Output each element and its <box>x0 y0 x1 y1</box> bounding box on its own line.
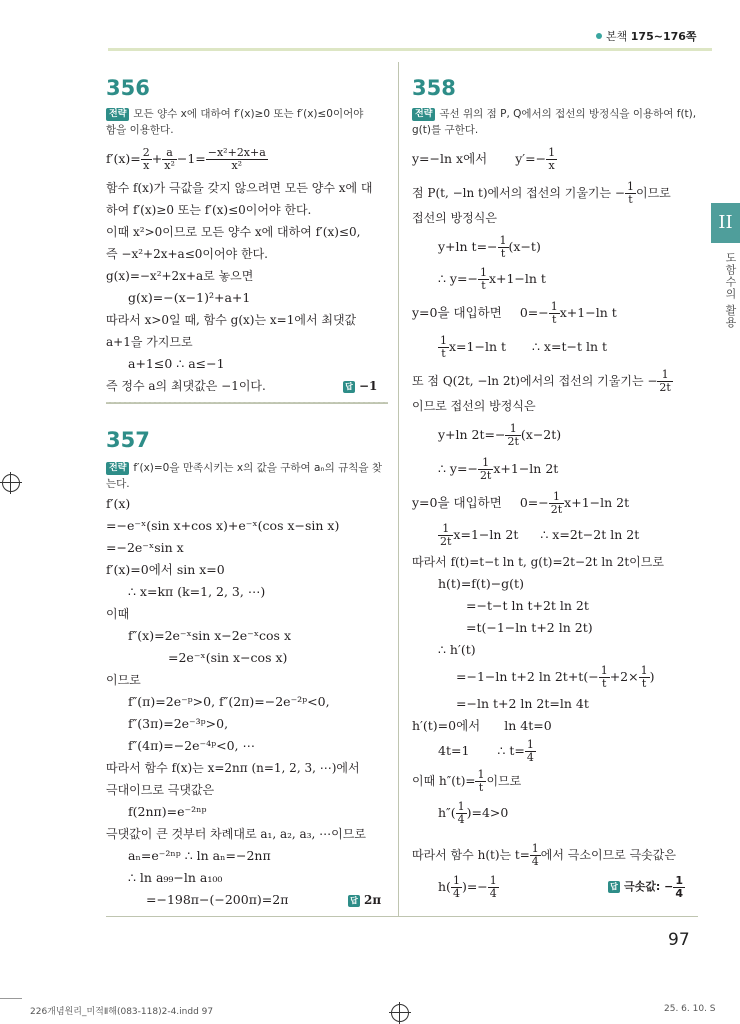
eq-text: −1= <box>176 151 206 166</box>
equation-line: =−ln t+2 ln 2t=ln 4t <box>456 696 589 711</box>
answer <box>348 892 381 908</box>
eq-text: 4t=1 <box>438 743 470 758</box>
equation-line <box>412 300 617 326</box>
eq-text: ln 4t=0 <box>504 718 552 733</box>
text-line <box>412 842 676 868</box>
header-rule <box>108 48 712 51</box>
eq-text: 에서 극소이므로 극솟값은 <box>540 848 676 862</box>
answer-value: −1 <box>359 379 378 393</box>
registration-mark-icon <box>2 474 20 492</box>
numerator: 1 <box>438 523 453 536</box>
text-line: 이때 <box>106 607 130 621</box>
denominator: 4 <box>531 855 539 868</box>
equation-line: ∴ h′(t) <box>438 642 476 657</box>
equation-line: =−198π−(−200π)=2π <box>146 892 289 907</box>
fraction <box>438 335 449 360</box>
denominator: x <box>143 159 150 172</box>
numerator: 1 <box>640 664 648 677</box>
denominator: t <box>500 247 506 260</box>
column-divider <box>398 62 399 917</box>
eq-text: 0=− <box>519 305 549 320</box>
numerator: 1 <box>526 738 534 751</box>
fraction <box>599 665 610 690</box>
text-line: 하여 f′(x)≥0 또는 f′(x)≤0이어야 한다. <box>106 203 312 217</box>
fraction <box>549 491 564 516</box>
denominator: 2t <box>440 535 452 548</box>
numerator: 1 <box>477 768 485 781</box>
equation-line <box>438 456 558 482</box>
equation-line: f″(3π)=2e⁻³ᵖ>0, <box>128 716 229 731</box>
eq-text: x=1−ln 2t <box>453 527 519 542</box>
text-line <box>412 180 671 206</box>
denominator: 2t <box>659 381 671 394</box>
answer-value: 극솟값: − <box>624 880 674 893</box>
answer <box>608 874 685 900</box>
equation-line: f(2nπ)=e⁻²ⁿᵖ <box>128 804 207 819</box>
eq-text: ∴ t= <box>497 743 525 758</box>
eq-text: y=0을 대입하면 <box>412 495 502 510</box>
text-line: 이므로 접선의 방정식은 <box>412 399 536 413</box>
strategy-line: 함을 이용한다. <box>106 124 174 136</box>
equation-line <box>438 266 546 292</box>
text-line: g(x)=−x²+2x+a로 놓으면 <box>106 269 254 283</box>
text-line: 이때 x²>0이므로 모든 양수 x에 대하여 f′(x)≤0, <box>106 225 361 239</box>
eq-text: + <box>151 151 163 166</box>
equation-line: ∴ ln a₉₉−ln a₁₀₀ <box>128 870 223 885</box>
numerator: 1 <box>489 874 497 887</box>
eq-text: y+ln t=− <box>438 239 498 254</box>
denominator: 2t <box>550 503 563 516</box>
registration-mark-icon <box>391 1004 409 1022</box>
numerator: 1 <box>549 491 564 504</box>
fraction <box>505 423 520 448</box>
text-line: 이므로 <box>106 673 141 687</box>
numerator: 1 <box>531 842 539 855</box>
equation-line <box>438 800 508 826</box>
equation-line: f′(x) <box>106 496 131 511</box>
fraction <box>206 147 268 172</box>
chapter-label: 도함수의 활용 <box>724 252 737 329</box>
numerator: 1 <box>452 874 460 887</box>
numerator: −x²+2x+a <box>207 146 266 159</box>
equation-line: =−t−t ln t+2t ln 2t <box>466 598 589 613</box>
equation-line <box>438 738 536 764</box>
ref-pages: 175∼176쪽 <box>630 30 697 43</box>
strategy-line <box>106 106 363 122</box>
page-number: 97 <box>668 930 690 950</box>
text-line: 접선의 방정식은 <box>412 211 497 225</box>
numerator: 1 <box>478 457 493 470</box>
eq-text: y+ln 2t=− <box>438 427 506 442</box>
answer-tag: 답 <box>343 381 355 393</box>
equation-line <box>438 234 541 260</box>
text-line <box>412 768 521 794</box>
bullet-icon <box>596 33 602 39</box>
equation-line: f″(4π)=−2e⁻⁴ᵖ<0, ⋯ <box>128 738 255 753</box>
denominator: 4 <box>457 813 465 826</box>
eq-text: y′=− <box>515 151 547 166</box>
strategy-tag: 전략 <box>106 108 129 121</box>
numerator: 1 <box>440 334 447 347</box>
answer-value: 2π <box>364 893 382 907</box>
denominator: x <box>548 159 555 172</box>
strategy-text: 모든 양수 x에 대하여 f′(x)≥0 또는 f′(x)≤0이어야 <box>133 108 364 120</box>
fraction <box>456 801 467 826</box>
denominator: t <box>601 677 607 690</box>
strategy-line <box>106 460 382 476</box>
text-line: 즉 정수 a의 최댓값은 −1이다. <box>106 379 266 393</box>
eq-text: (x−2t) <box>520 427 562 442</box>
answer <box>343 378 377 394</box>
numerator: 1 <box>550 300 558 313</box>
eq-text: =−1−ln t+2 ln 2t+t <box>456 669 584 684</box>
equation-line: g(x)=−(x−1)²+a+1 <box>128 290 251 305</box>
equation-line: =−e⁻ˣ(sin x+cos x)+e⁻ˣ(cos x−sin x) <box>106 518 340 533</box>
text-line: 즉 −x²+2x+a≤0이어야 한다. <box>106 247 268 261</box>
numerator: 1 <box>657 369 672 382</box>
equation-line <box>438 422 561 448</box>
strategy-text: 곡선 위의 점 P, Q에서의 접선의 방정식을 이용하여 f(t), <box>439 108 697 120</box>
equation-line: =−2e⁻ˣsin x <box>106 540 184 555</box>
eq-text: ∴ x=t−t ln t <box>532 339 607 354</box>
denominator: 4 <box>526 751 534 764</box>
eq-text: ∴ x=2t−2t ln 2t <box>540 527 640 542</box>
denominator: 4 <box>489 887 497 900</box>
text-line: 따라서 x>0일 때, 함수 g(x)는 x=1에서 최댓값 <box>106 313 357 327</box>
answer-tag: 답 <box>608 881 620 893</box>
eq-text: h′(t)=0에서 <box>412 718 481 733</box>
denominator: t <box>552 313 557 326</box>
denominator: 4 <box>452 887 460 900</box>
eq-text: y=−ln x에서 <box>412 151 488 166</box>
bottom-rule-left <box>106 916 398 917</box>
numerator: 1 <box>548 146 556 159</box>
equation-line <box>412 718 552 734</box>
equation-line: =t(−1−ln t+2 ln 2t) <box>466 620 593 635</box>
text-line: 극대이므로 극댓값은 <box>106 783 215 797</box>
footer-date: 25. 6. 10. S <box>664 1004 716 1014</box>
numerator: a <box>162 147 177 160</box>
numerator: 1 <box>505 423 520 436</box>
equation-line: f″(π)=2e⁻ᵖ>0, f″(2π)=−2e⁻²ᵖ<0, <box>128 694 330 709</box>
strategy-tag: 전략 <box>106 462 129 475</box>
fraction <box>451 875 462 900</box>
fraction <box>639 665 650 690</box>
denominator: t <box>628 193 633 206</box>
eq-text: 이므로 <box>486 774 522 788</box>
bottom-rule-right <box>398 916 698 917</box>
eq-text: x+1−ln t <box>488 271 546 286</box>
equation-line: aₙ=e⁻²ⁿᵖ ∴ ln aₙ=−2nπ <box>128 848 271 863</box>
ref-prefix: 본책 <box>606 30 628 43</box>
eq-text: 이므로 <box>635 186 671 200</box>
eq-text: y=0을 대입하면 <box>412 305 502 320</box>
problem-divider <box>106 402 388 404</box>
eq-text: ) <box>649 669 655 684</box>
text-line: 극댓값이 큰 것부터 차례대로 a₁, a₂, a₃, ⋯이므로 <box>106 827 366 841</box>
numerator: 1 <box>600 664 608 677</box>
eq-text: h″( <box>438 805 456 820</box>
text-line: 따라서 f(t)=t−t ln t, g(t)=2t−2t ln 2t이므로 <box>412 555 664 569</box>
numerator: 1 <box>457 800 465 813</box>
equation-line <box>412 146 557 172</box>
eq-text: x=1−ln t <box>449 339 506 354</box>
fraction <box>549 301 560 326</box>
problem-number: 358 <box>412 76 456 100</box>
numerator: 2 <box>142 146 150 159</box>
numerator: 1 <box>499 234 507 247</box>
denominator: t <box>478 781 484 794</box>
problem-number: 357 <box>106 428 150 452</box>
strategy-line <box>412 106 696 122</box>
equation-line <box>106 144 268 174</box>
denominator: 2t <box>507 435 519 448</box>
fraction <box>546 147 557 172</box>
answer-tag: 답 <box>348 895 360 907</box>
eq-text: )=4>0 <box>466 805 509 820</box>
fraction <box>525 739 536 764</box>
fraction <box>478 457 493 482</box>
eq-text: 따라서 함수 h(t)는 t= <box>412 848 530 862</box>
text-line: a+1을 가지므로 <box>106 335 193 349</box>
denominator: 4 <box>675 886 683 900</box>
eq-text: x+1−ln 2t <box>493 461 559 476</box>
chapter-tab: II <box>711 203 740 243</box>
eq-text: (− <box>583 669 599 684</box>
page-reference <box>596 28 697 44</box>
eq-text: x+1−ln t <box>559 305 617 320</box>
denominator: 2t <box>479 469 492 482</box>
eq-text: f′(x)= <box>106 151 141 166</box>
text-line: 함수 f(x)가 극값을 갖지 않으려면 모든 양수 x에 대 <box>106 181 373 195</box>
text-line: 따라서 함수 f(x)는 x=2nπ (n=1, 2, 3, ⋯)에서 <box>106 761 360 775</box>
strategy-tag: 전략 <box>412 108 435 121</box>
denominator: x² <box>164 159 175 172</box>
footer-rule <box>0 998 22 999</box>
equation-line: f″(x)=2e⁻ˣsin x−2e⁻ˣcos x <box>128 628 291 643</box>
fraction <box>438 523 453 548</box>
eq-text: h( <box>438 879 451 894</box>
fraction <box>488 875 499 900</box>
strategy-line: 는다. <box>106 478 130 490</box>
numerator: 1 <box>675 873 683 887</box>
text-line <box>412 368 673 394</box>
eq-text: 0=− <box>519 495 549 510</box>
numerator: 1 <box>479 266 487 279</box>
equation-line <box>438 874 499 900</box>
equation-line: f′(x)=0에서 sin x=0 <box>106 562 225 577</box>
denominator: t <box>641 677 647 690</box>
equation-line: =2e⁻ˣ(sin x−cos x) <box>168 650 288 665</box>
footer-file: 226개념원리_미적Ⅱ해(083-118)2-4.indd 97 <box>30 1007 214 1017</box>
equation-line: h(t)=f(t)−g(t) <box>438 576 524 591</box>
equation-line: a+1≤0 ∴ a≤−1 <box>128 356 225 371</box>
fraction <box>498 235 509 260</box>
problem-number: 356 <box>106 76 150 100</box>
strategy-line: g(t)를 구한다. <box>412 124 479 136</box>
fraction <box>475 769 486 794</box>
eq-text: 이때 h″(t)= <box>412 774 476 788</box>
equation-line: ∴ x=kπ (k=1, 2, 3, ⋯) <box>128 584 266 599</box>
fraction <box>162 147 177 172</box>
equation-line <box>438 334 607 360</box>
denominator: x² <box>231 159 243 172</box>
numerator: 1 <box>626 180 634 193</box>
denominator: t <box>441 347 446 360</box>
fraction <box>657 369 672 394</box>
eq-text: )=− <box>461 879 488 894</box>
eq-text: (x−t) <box>508 239 541 254</box>
fraction <box>673 875 685 900</box>
eq-text: ∴ y=− <box>438 461 478 476</box>
denominator: t <box>481 279 486 292</box>
eq-text: x+1−ln 2t <box>564 495 630 510</box>
fraction <box>141 147 152 172</box>
equation-line <box>456 664 654 690</box>
strategy-text: f′(x)=0을 만족시키는 x의 값을 구하여 aₙ의 규칙을 찾 <box>133 462 382 474</box>
eq-text: 점 P(t, −ln t)에서의 접선의 기울기는 − <box>412 186 625 200</box>
eq-text: ∴ y=− <box>438 271 478 286</box>
fraction <box>478 267 489 292</box>
eq-text: 또 점 Q(2t, −ln 2t)에서의 접선의 기울기는 − <box>412 374 658 388</box>
fraction <box>530 843 541 868</box>
fraction <box>625 181 636 206</box>
eq-text: +2× <box>609 669 639 684</box>
equation-line <box>438 522 639 548</box>
equation-line <box>412 490 629 516</box>
